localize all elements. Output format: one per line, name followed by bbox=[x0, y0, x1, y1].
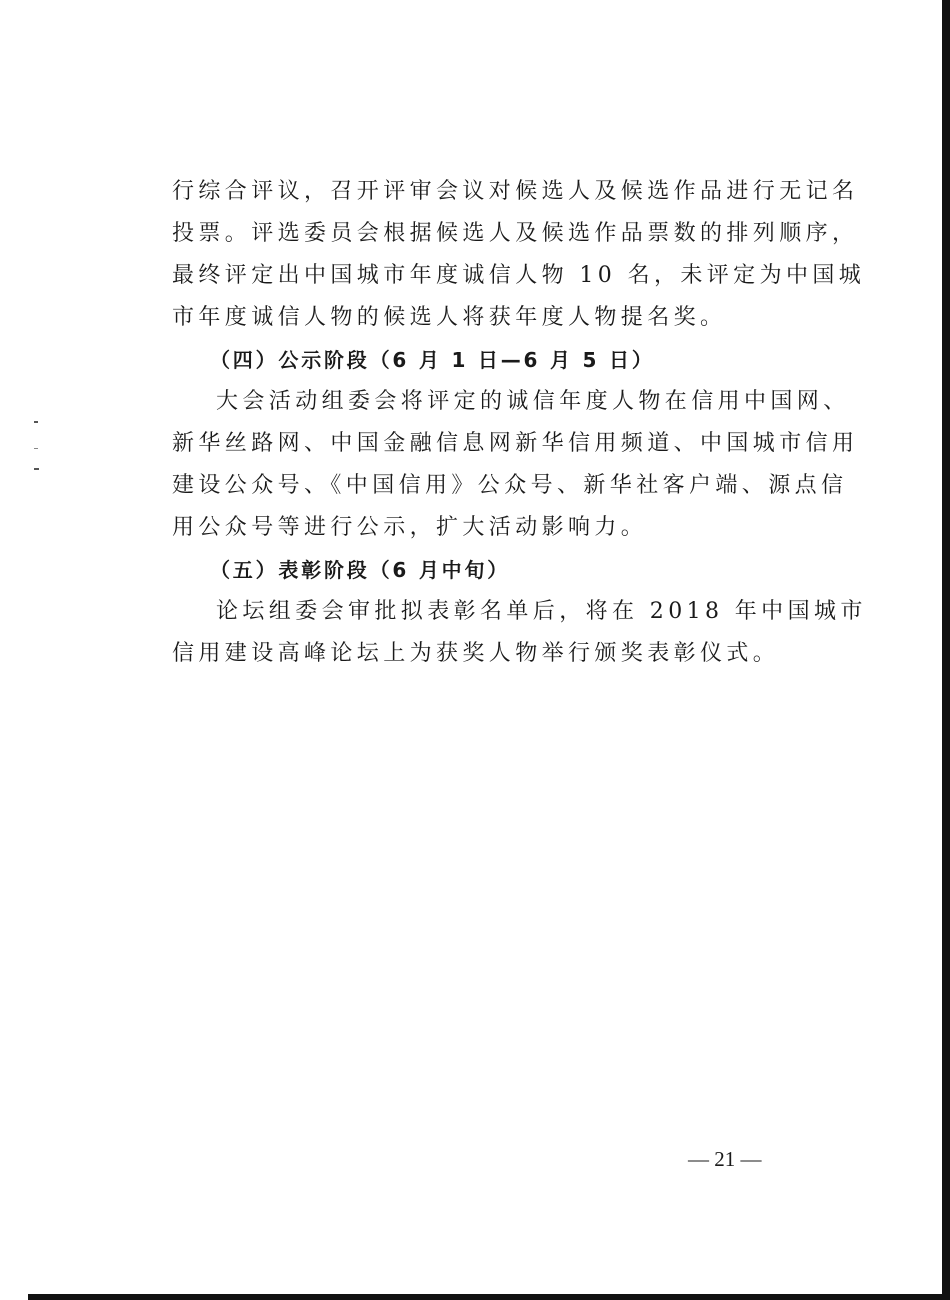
body-text-line: 行综合评议，召开评审会议对候选人及候选作品进行无记名 bbox=[172, 179, 859, 204]
margin-mark bbox=[34, 421, 38, 423]
body-text-line: 市年度诚信人物的候选人将获年度人物提名奖。 bbox=[172, 305, 727, 330]
page-border-bottom bbox=[28, 1294, 950, 1300]
body-text-line: 信用建设高峰论坛上为获奖人物举行颁奖表彰仪式。 bbox=[172, 641, 780, 666]
body-text-line: 新华丝路网、中国金融信息网新华信用频道、中国城市信用 bbox=[172, 431, 859, 456]
body-text-line: 论坛组委会审批拟表彰名单后，将在 2018 年中国城市 bbox=[216, 599, 867, 624]
section-heading-publicity: （四）公示阶段（6 月 1 日—6 月 5 日） bbox=[210, 348, 655, 372]
margin-mark bbox=[34, 448, 38, 449]
page-border-right bbox=[942, 0, 950, 1300]
section-heading-commendation: （五）表彰阶段（6 月中旬） bbox=[210, 558, 511, 582]
page-number: — 21 — bbox=[688, 1147, 762, 1171]
body-text-line: 最终评定出中国城市年度诚信人物 10 名，未评定为中国城 bbox=[172, 263, 866, 288]
body-text-line: 建设公众号、《中国信用》公众号、新华社客户端、源点信 bbox=[172, 473, 848, 498]
body-text-line: 用公众号等进行公示，扩大活动影响力。 bbox=[172, 515, 648, 540]
body-text-line: 投票。评选委员会根据候选人及候选作品票数的排列顺序， bbox=[172, 221, 859, 246]
margin-mark bbox=[34, 468, 39, 470]
body-text-line: 大会活动组委会将评定的诚信年度人物在信用中国网、 bbox=[216, 389, 850, 414]
